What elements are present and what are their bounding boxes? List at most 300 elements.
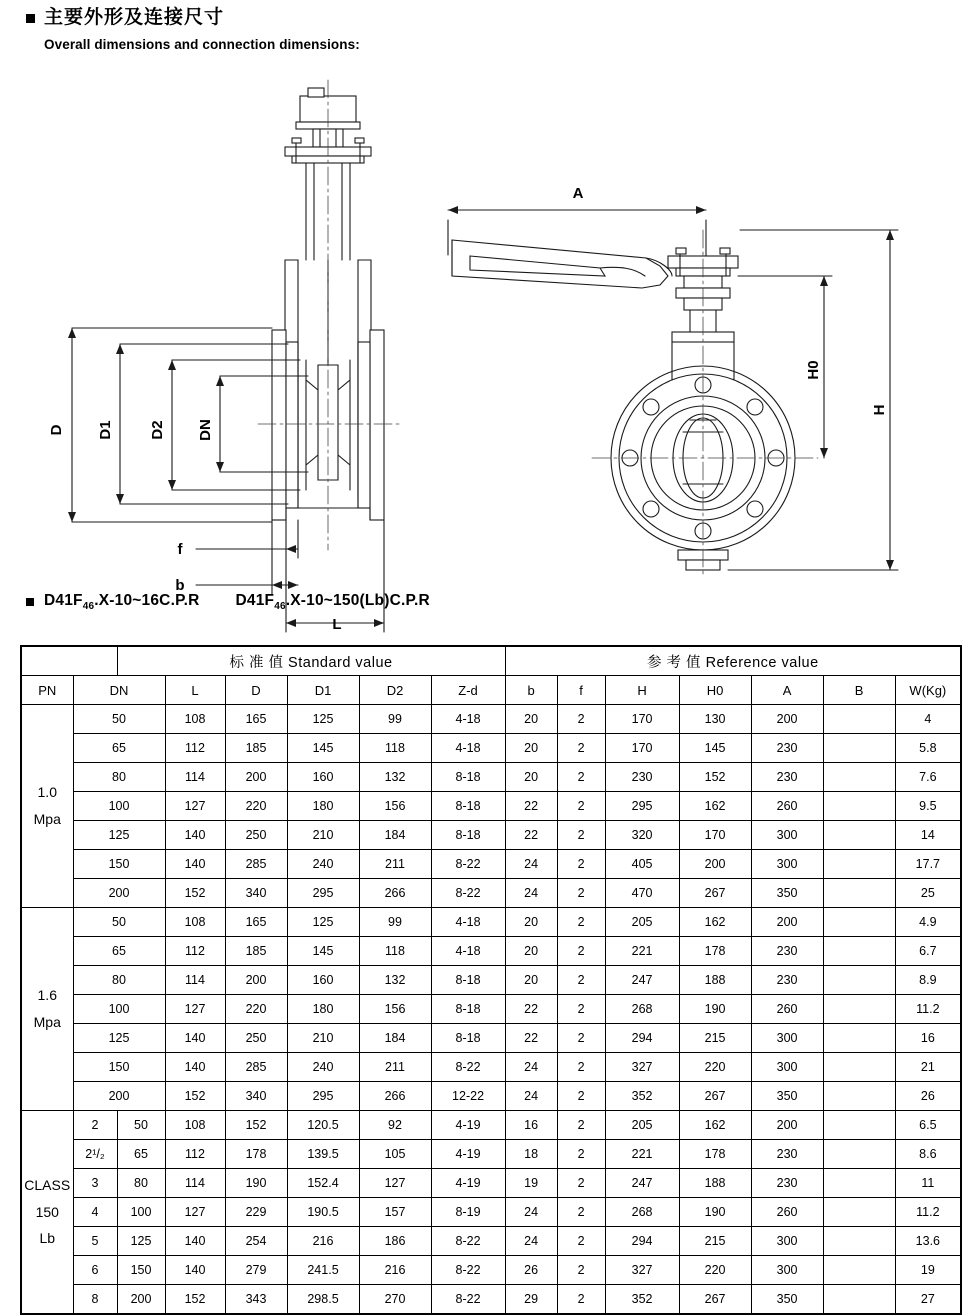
cell-w: 11.2: [895, 1198, 961, 1227]
cell-a: 230: [751, 1169, 823, 1198]
cell-b: [823, 908, 895, 937]
cell-b: [823, 995, 895, 1024]
cell-d1: 125: [287, 705, 359, 734]
cell-a: 300: [751, 1053, 823, 1082]
cell-b: [823, 1024, 895, 1053]
cell-b: [823, 1227, 895, 1256]
cell-h: 221: [605, 937, 679, 966]
cell-f: 2: [557, 908, 605, 937]
cell-f: 2: [557, 1285, 605, 1315]
table-row: [21, 1140, 961, 1169]
cell-h: 294: [605, 1227, 679, 1256]
cell-d: 229: [225, 1198, 287, 1227]
cell-w: 16: [895, 1024, 961, 1053]
cell-d2: 184: [359, 821, 431, 850]
cell-a: 300: [751, 821, 823, 850]
cell-l: 127: [165, 1198, 225, 1227]
label-L: L: [332, 616, 342, 633]
cell-zd: 8-18: [431, 763, 505, 792]
cell-f: 2: [557, 705, 605, 734]
cell-a: 260: [751, 792, 823, 821]
cell-d2: 118: [359, 734, 431, 763]
model-right: $D41F_{46}.X-10\sim 150(Lb)C.P.R$: [235, 592, 430, 613]
cell-l: 114: [165, 763, 225, 792]
cell-zd: 8-22: [431, 879, 505, 908]
cell-l: 112: [165, 1140, 225, 1169]
cell-d1: 145: [287, 734, 359, 763]
cell-b: 24: [505, 1227, 557, 1256]
cell-f: 2: [557, 1140, 605, 1169]
table-row: [21, 792, 961, 821]
cell-inch: 8: [73, 1285, 117, 1315]
cell-d: 340: [225, 879, 287, 908]
cell-d: 254: [225, 1227, 287, 1256]
cell-d2: 211: [359, 1053, 431, 1082]
cell-w: 19: [895, 1256, 961, 1285]
dimensions-table: [20, 645, 962, 1315]
cell-d1: 210: [287, 1024, 359, 1053]
cell-h: 221: [605, 1140, 679, 1169]
table-row: [21, 966, 961, 995]
cell-f: 2: [557, 1053, 605, 1082]
cell-d2: 266: [359, 879, 431, 908]
cell-h0: 152: [679, 763, 751, 792]
cell-f: 2: [557, 734, 605, 763]
cell-h0: 220: [679, 1053, 751, 1082]
group-header-blank: [21, 646, 117, 676]
cell-b: 20: [505, 734, 557, 763]
cell-a: 350: [751, 1082, 823, 1111]
cell-h: 352: [605, 1082, 679, 1111]
cell-h0: 267: [679, 1082, 751, 1111]
column-header-a: A: [751, 676, 823, 705]
cell-l: 127: [165, 792, 225, 821]
cell-l: 112: [165, 937, 225, 966]
group-header-reference: 参 考 值 Reference value: [505, 646, 961, 676]
cell-l: 140: [165, 1256, 225, 1285]
cell-d1: 160: [287, 966, 359, 995]
cell-h: 247: [605, 1169, 679, 1198]
cell-h: 295: [605, 792, 679, 821]
cell-dn: 100: [73, 792, 165, 821]
cell-f: 2: [557, 850, 605, 879]
cell-dn: 65: [117, 1140, 165, 1169]
heading-chinese-text: 主要外形及连接尺寸: [44, 7, 225, 28]
cell-a: 350: [751, 1285, 823, 1315]
cell-w: 8.6: [895, 1140, 961, 1169]
cell-d1: 298.5: [287, 1285, 359, 1315]
table-row: [21, 705, 961, 734]
cell-a: 200: [751, 908, 823, 937]
cell-h0: 178: [679, 937, 751, 966]
cell-zd: 4-18: [431, 937, 505, 966]
cell-d: 165: [225, 705, 287, 734]
cell-b: 29: [505, 1285, 557, 1315]
cell-b: 22: [505, 1024, 557, 1053]
cell-b: [823, 821, 895, 850]
cell-h0: 188: [679, 966, 751, 995]
cell-d2: 211: [359, 850, 431, 879]
cell-b: 24: [505, 879, 557, 908]
cell-dn: 50: [73, 908, 165, 937]
cell-w: 27: [895, 1285, 961, 1315]
column-header-l: L: [165, 676, 225, 705]
cell-b: [823, 1285, 895, 1315]
cell-zd: 8-18: [431, 995, 505, 1024]
cell-l: 152: [165, 1082, 225, 1111]
cell-b: [823, 734, 895, 763]
cell-zd: 8-18: [431, 792, 505, 821]
cell-w: 7.6: [895, 763, 961, 792]
cell-dn: 200: [73, 1082, 165, 1111]
cell-dn: 80: [117, 1169, 165, 1198]
column-header-b: B: [823, 676, 895, 705]
cell-d1: 145: [287, 937, 359, 966]
cell-d2: 156: [359, 995, 431, 1024]
cell-l: 108: [165, 1111, 225, 1140]
cell-h0: 162: [679, 908, 751, 937]
label-D2: D2: [149, 420, 166, 440]
cell-zd: 8-22: [431, 1256, 505, 1285]
cell-a: 300: [751, 850, 823, 879]
heading-english: Overall dimensions and connection dimensions:: [44, 37, 360, 52]
cell-d: 200: [225, 763, 287, 792]
cell-a: 300: [751, 1256, 823, 1285]
cell-f: 2: [557, 1227, 605, 1256]
heading-chinese: [26, 6, 360, 30]
cell-zd: 8-18: [431, 1024, 505, 1053]
table-row: [21, 1285, 961, 1315]
cell-f: 2: [557, 1198, 605, 1227]
cell-b: [823, 1169, 895, 1198]
cell-f: 2: [557, 1111, 605, 1140]
cell-dn: 150: [73, 850, 165, 879]
cell-a: 260: [751, 995, 823, 1024]
cell-inch: 2: [73, 1111, 117, 1140]
group-header-standard: 标 准 值 Standard value: [117, 646, 505, 676]
cell-l: 140: [165, 850, 225, 879]
cell-b: 18: [505, 1140, 557, 1169]
column-header-d2: D2: [359, 676, 431, 705]
cell-h0: 220: [679, 1256, 751, 1285]
cell-inch: 2¹/₂: [73, 1140, 117, 1169]
cell-dn: 65: [73, 937, 165, 966]
cell-b: 20: [505, 966, 557, 995]
cell-h0: 215: [679, 1227, 751, 1256]
cell-h0: 162: [679, 1111, 751, 1140]
cell-h: 327: [605, 1256, 679, 1285]
cell-d: 250: [225, 1024, 287, 1053]
cell-h0: 200: [679, 850, 751, 879]
cell-w: 4.9: [895, 908, 961, 937]
table-row: [21, 1227, 961, 1256]
cell-h: 205: [605, 1111, 679, 1140]
cell-d2: 99: [359, 908, 431, 937]
column-header-dn: DN: [73, 676, 165, 705]
cell-w: 13.6: [895, 1227, 961, 1256]
cell-l: 140: [165, 1227, 225, 1256]
cell-h0: 267: [679, 1285, 751, 1315]
table-row: [21, 879, 961, 908]
cell-l: 127: [165, 995, 225, 1024]
cell-d1: 180: [287, 792, 359, 821]
cell-b: 20: [505, 937, 557, 966]
cell-dn: 50: [73, 705, 165, 734]
cell-zd: 4-19: [431, 1111, 505, 1140]
table-row: [21, 1082, 961, 1111]
cell-d1: 139.5: [287, 1140, 359, 1169]
cell-h0: 190: [679, 995, 751, 1024]
cell-h0: 162: [679, 792, 751, 821]
column-header-d1: D1: [287, 676, 359, 705]
cell-dn: 150: [73, 1053, 165, 1082]
cell-w: 9.5: [895, 792, 961, 821]
model-designation-line: [26, 592, 430, 612]
column-header-b: b: [505, 676, 557, 705]
cell-f: 2: [557, 937, 605, 966]
cell-d1: 240: [287, 1053, 359, 1082]
cell-f: 2: [557, 1169, 605, 1198]
cell-d1: 152.4: [287, 1169, 359, 1198]
column-header-d: D: [225, 676, 287, 705]
cell-b: [823, 792, 895, 821]
label-A: A: [572, 185, 584, 202]
cell-f: 2: [557, 995, 605, 1024]
column-header-h0: H0: [679, 676, 751, 705]
cell-d1: 295: [287, 1082, 359, 1111]
cell-h: 320: [605, 821, 679, 850]
cell-d2: 118: [359, 937, 431, 966]
cell-l: 140: [165, 1024, 225, 1053]
cell-b: 24: [505, 850, 557, 879]
cell-dn: 65: [73, 734, 165, 763]
cell-dn: 50: [117, 1111, 165, 1140]
cell-h0: 145: [679, 734, 751, 763]
cell-h0: 170: [679, 821, 751, 850]
cell-d2: 270: [359, 1285, 431, 1315]
cell-h: 405: [605, 850, 679, 879]
label-b: b: [175, 577, 185, 594]
label-DN: DN: [197, 419, 214, 441]
cell-d2: 266: [359, 1082, 431, 1111]
cell-d2: 92: [359, 1111, 431, 1140]
cell-f: 2: [557, 966, 605, 995]
cell-l: 108: [165, 908, 225, 937]
column-header-w-kg-: W(Kg): [895, 676, 961, 705]
cell-zd: 4-18: [431, 734, 505, 763]
cell-w: 8.9: [895, 966, 961, 995]
cell-zd: 4-18: [431, 908, 505, 937]
cell-b: 19: [505, 1169, 557, 1198]
cell-b: 22: [505, 792, 557, 821]
cell-zd: 8-19: [431, 1198, 505, 1227]
table-row: [21, 763, 961, 792]
table-row: [21, 850, 961, 879]
cell-d2: 184: [359, 1024, 431, 1053]
cell-d2: 216: [359, 1256, 431, 1285]
cell-dn: 150: [117, 1256, 165, 1285]
cell-b: [823, 937, 895, 966]
cell-f: 2: [557, 879, 605, 908]
cell-w: 21: [895, 1053, 961, 1082]
cell-dn: 125: [73, 1024, 165, 1053]
dimensions-table-container: [20, 645, 950, 1315]
section-heading: [26, 6, 360, 52]
cell-zd: 4-19: [431, 1169, 505, 1198]
cell-a: 230: [751, 966, 823, 995]
cell-zd: 8-22: [431, 1053, 505, 1082]
cell-dn: 125: [117, 1227, 165, 1256]
cell-f: 2: [557, 792, 605, 821]
cell-w: 26: [895, 1082, 961, 1111]
cell-h0: 267: [679, 879, 751, 908]
cell-zd: 8-18: [431, 821, 505, 850]
cell-zd: 8-22: [431, 850, 505, 879]
cell-h: 327: [605, 1053, 679, 1082]
cell-f: 2: [557, 763, 605, 792]
cell-d1: 190.5: [287, 1198, 359, 1227]
cell-l: 152: [165, 1285, 225, 1315]
cell-w: 11: [895, 1169, 961, 1198]
cell-h: 268: [605, 995, 679, 1024]
cell-d2: 132: [359, 763, 431, 792]
cell-d2: 99: [359, 705, 431, 734]
cell-d: 185: [225, 734, 287, 763]
cell-l: 140: [165, 1053, 225, 1082]
cell-d: 279: [225, 1256, 287, 1285]
cell-l: 140: [165, 821, 225, 850]
cell-d1: 295: [287, 879, 359, 908]
cell-h0: 188: [679, 1169, 751, 1198]
table-row: [21, 734, 961, 763]
cell-b: [823, 1053, 895, 1082]
label-f: f: [177, 541, 183, 558]
cell-f: 2: [557, 821, 605, 850]
cell-d2: 156: [359, 792, 431, 821]
cell-h: 230: [605, 763, 679, 792]
table-row: [21, 1111, 961, 1140]
model-left: $D41F_{46}.X-10\sim 16C.P.R$: [44, 592, 200, 613]
column-header-z-d: Z-d: [431, 676, 505, 705]
cell-d1: 120.5: [287, 1111, 359, 1140]
cell-d1: 241.5: [287, 1256, 359, 1285]
cell-d: 285: [225, 1053, 287, 1082]
cell-a: 300: [751, 1024, 823, 1053]
cell-d: 200: [225, 966, 287, 995]
cell-h: 294: [605, 1024, 679, 1053]
cell-b: 24: [505, 1053, 557, 1082]
cell-d1: 125: [287, 908, 359, 937]
label-D: D: [48, 424, 65, 436]
cell-w: 11.2: [895, 995, 961, 1024]
cell-b: [823, 1111, 895, 1140]
cell-b: 20: [505, 763, 557, 792]
cell-b: [823, 1256, 895, 1285]
cell-b: [823, 763, 895, 792]
cell-a: 230: [751, 1140, 823, 1169]
cell-dn: 80: [73, 763, 165, 792]
cell-b: 22: [505, 821, 557, 850]
cell-zd: 8-22: [431, 1285, 505, 1315]
cell-d: 343: [225, 1285, 287, 1315]
cell-d2: 186: [359, 1227, 431, 1256]
cell-b: 26: [505, 1256, 557, 1285]
cell-w: 6.5: [895, 1111, 961, 1140]
column-header-h: H: [605, 676, 679, 705]
cell-dn: 80: [73, 966, 165, 995]
column-header-pn: PN: [21, 676, 73, 705]
cell-inch: 3: [73, 1169, 117, 1198]
cell-d: 220: [225, 792, 287, 821]
cell-h0: 215: [679, 1024, 751, 1053]
label-H: H: [871, 404, 888, 416]
cell-a: 230: [751, 734, 823, 763]
cell-a: 260: [751, 1198, 823, 1227]
cell-zd: 4-19: [431, 1140, 505, 1169]
cell-d1: 160: [287, 763, 359, 792]
cell-l: 108: [165, 705, 225, 734]
cell-h0: 190: [679, 1198, 751, 1227]
cell-d: 285: [225, 850, 287, 879]
cell-d2: 157: [359, 1198, 431, 1227]
label-H0: H0: [805, 360, 822, 380]
cell-dn: 100: [73, 995, 165, 1024]
cell-b: 16: [505, 1111, 557, 1140]
cell-d: 190: [225, 1169, 287, 1198]
cell-h0: 130: [679, 705, 751, 734]
table-row: [21, 995, 961, 1024]
cell-l: 152: [165, 879, 225, 908]
cell-w: 4: [895, 705, 961, 734]
cell-b: [823, 705, 895, 734]
cell-b: 24: [505, 1198, 557, 1227]
cell-h: 170: [605, 705, 679, 734]
cell-l: 114: [165, 966, 225, 995]
cell-zd: 8-18: [431, 966, 505, 995]
cell-h: 205: [605, 908, 679, 937]
cell-d2: 127: [359, 1169, 431, 1198]
cell-inch: 6: [73, 1256, 117, 1285]
table-row: [21, 1053, 961, 1082]
cell-d: 250: [225, 821, 287, 850]
table-row: [21, 1024, 961, 1053]
table-group-header-row: [21, 646, 961, 676]
cell-w: 17.7: [895, 850, 961, 879]
cell-w: 14: [895, 821, 961, 850]
cell-dn: 100: [117, 1198, 165, 1227]
cell-d1: 240: [287, 850, 359, 879]
cell-d: 220: [225, 995, 287, 1024]
cell-f: 2: [557, 1082, 605, 1111]
cell-b: [823, 1198, 895, 1227]
cell-b: 22: [505, 995, 557, 1024]
cell-h0: 178: [679, 1140, 751, 1169]
cell-inch: 5: [73, 1227, 117, 1256]
cell-d2: 105: [359, 1140, 431, 1169]
cell-b: 20: [505, 705, 557, 734]
table-row: [21, 1169, 961, 1198]
cell-a: 300: [751, 1227, 823, 1256]
cell-f: 2: [557, 1256, 605, 1285]
cell-w: 25: [895, 879, 961, 908]
cell-b: [823, 850, 895, 879]
table-row: [21, 821, 961, 850]
label-D1: D1: [97, 420, 114, 440]
cell-zd: 4-18: [431, 705, 505, 734]
table-row: [21, 937, 961, 966]
cell-h: 170: [605, 734, 679, 763]
cell-b: 24: [505, 1082, 557, 1111]
